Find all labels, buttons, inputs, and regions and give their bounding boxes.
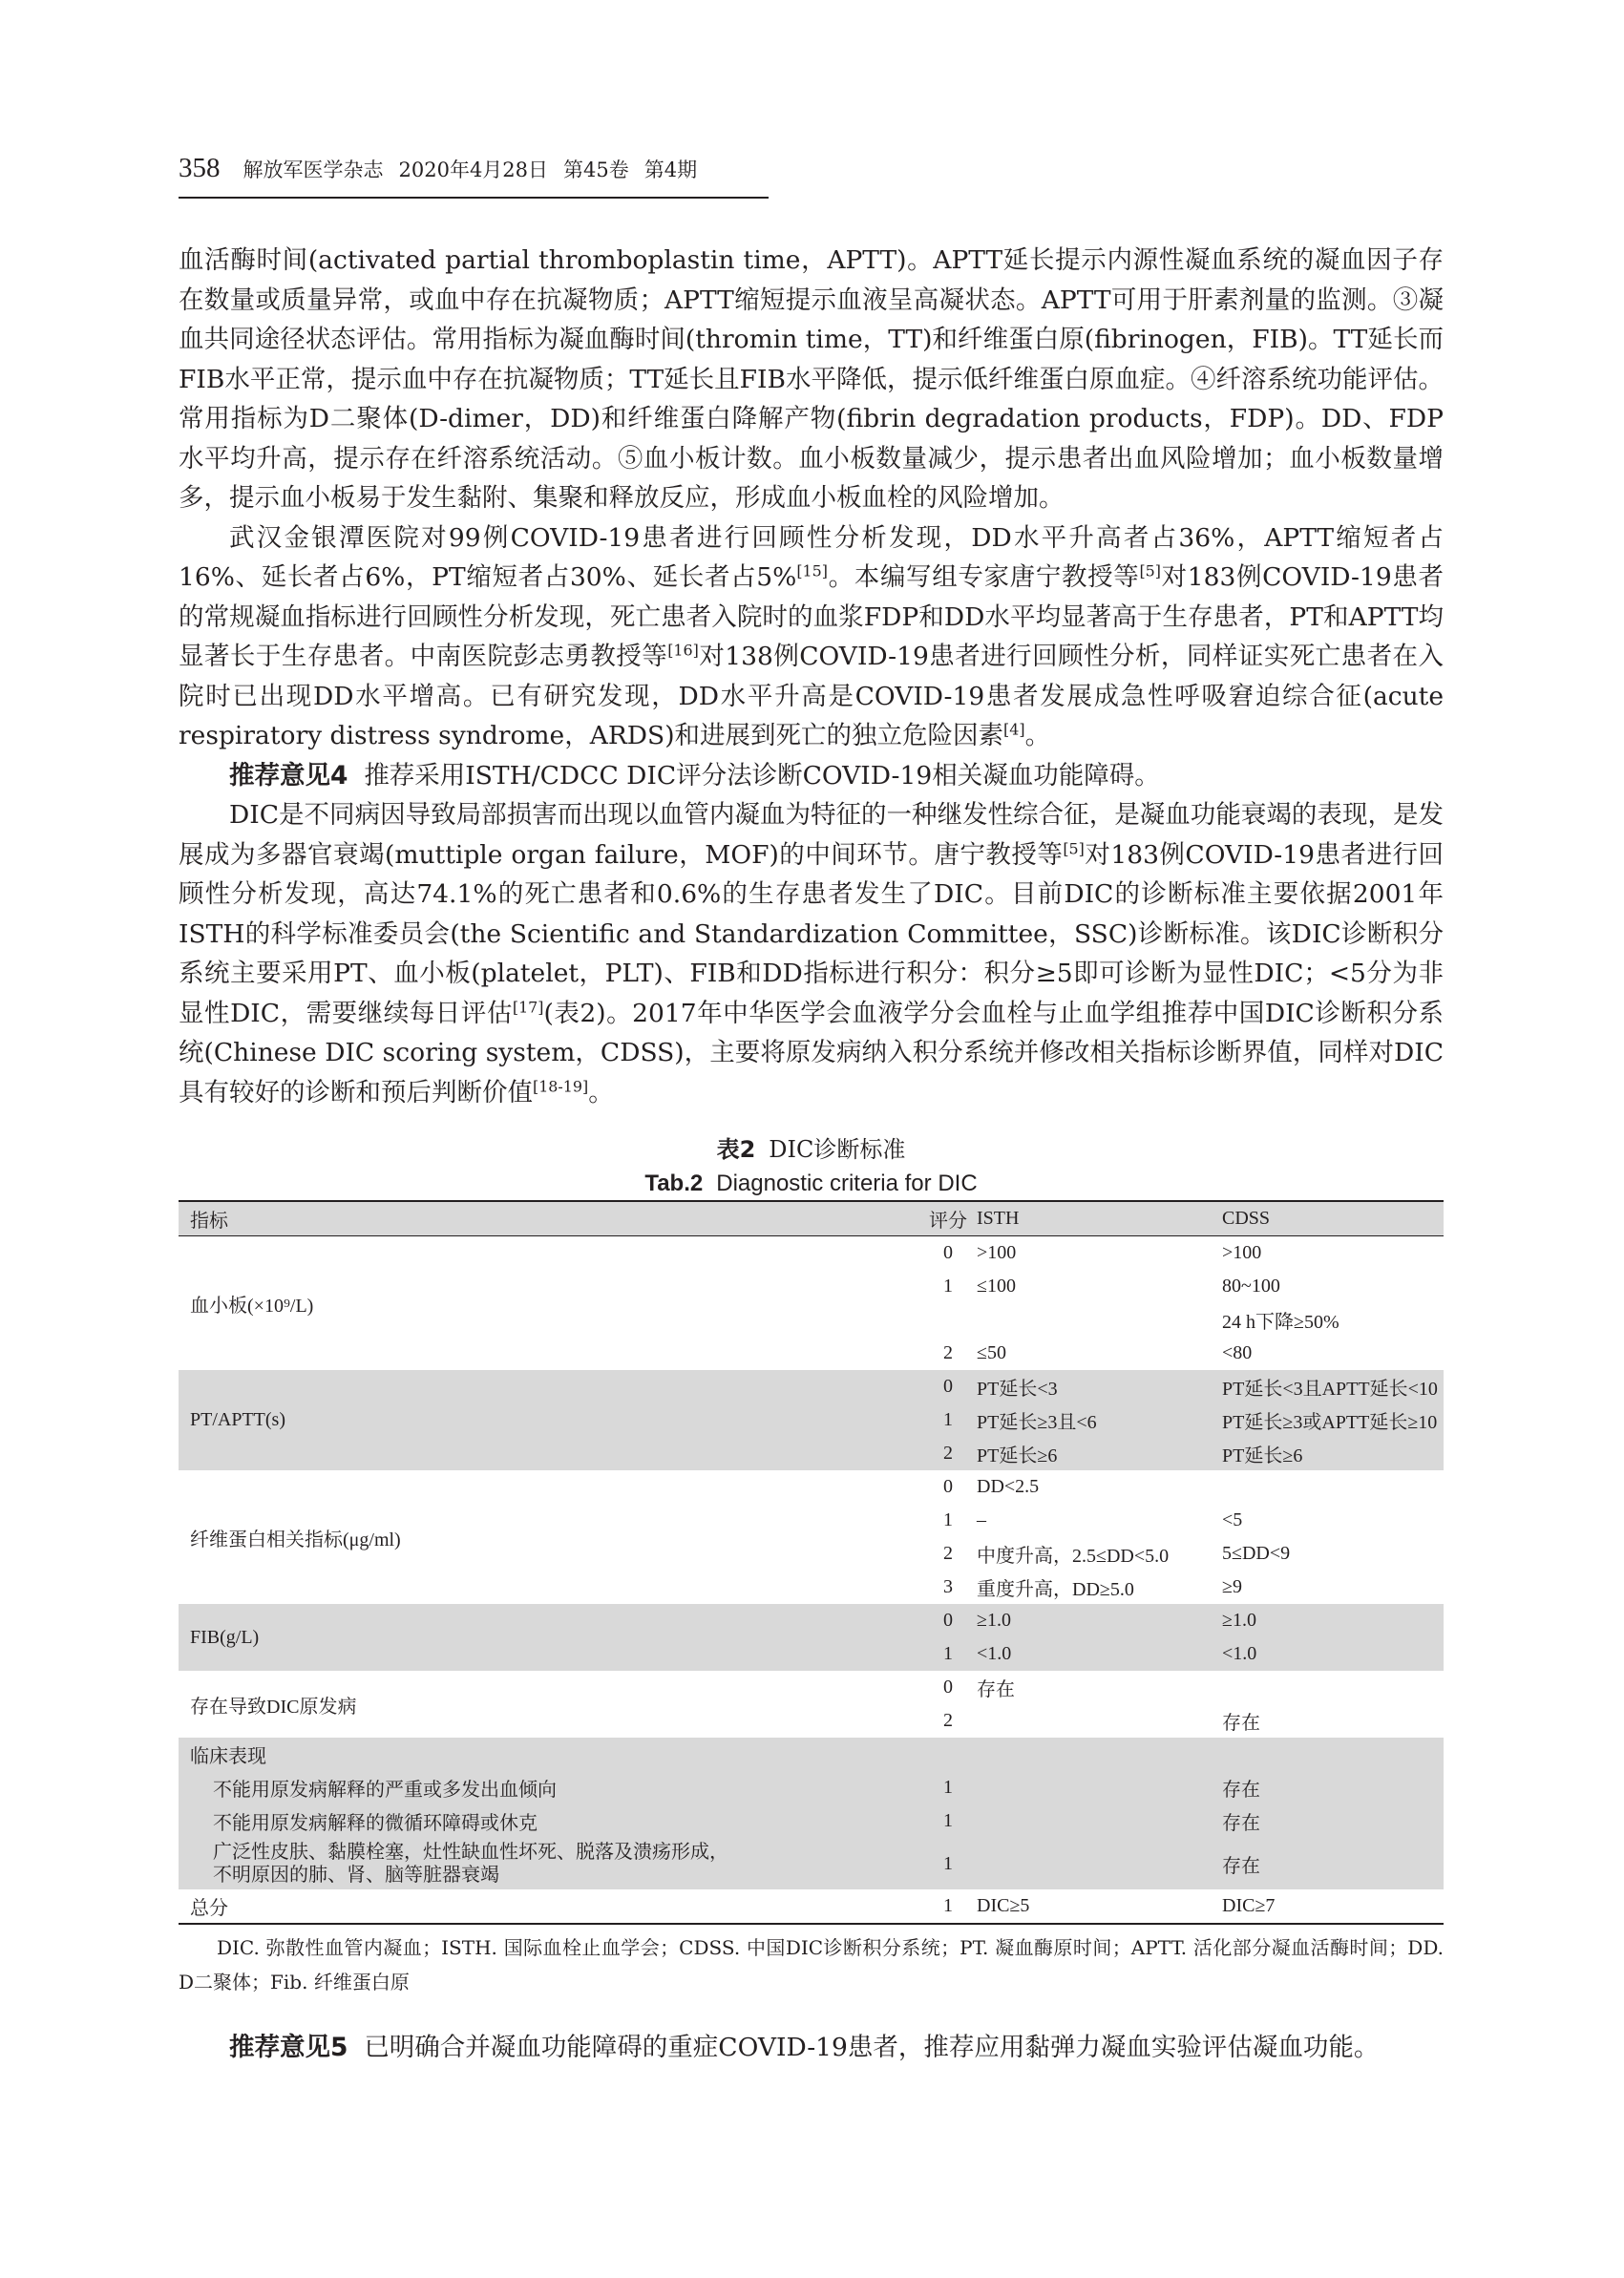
table-row: 1 ≤100 80~100 <box>943 1276 1280 1297</box>
table-row: 1 <1.0 <1.0 <box>179 1637 1444 1671</box>
row-label-platelet: 血小板(×10⁹/L) <box>190 1295 314 1317</box>
dic-criteria-table <box>179 1200 1444 1925</box>
citation: [18-19] <box>533 1076 589 1095</box>
table-row: 纤维蛋白相关指标(μg/ml) 0 DD<2.5 <box>179 1470 1444 1504</box>
row-label-fibrin-related: 纤维蛋白相关指标(μg/ml) <box>190 1529 401 1550</box>
issue-date: 2020年4月28日 <box>398 158 549 181</box>
issue: 第4期 <box>643 158 698 181</box>
paragraph: 血活酶时间(activated partial thromboplastin time，APTT)。APTT延长提示内源性凝血系统的凝血因子存在数量或质量异常，或血中存在抗凝物质；APTT缩短提示血液呈高凝状态。APTT可用于肝素剂量的监测。③凝血共同途径状态评估。常用指标为凝血酶时间(thromin time，TT)和纤维蛋白原(fibrinogen，FIB)。TT延长而FIB水平正常，提示血中存在抗凝物质；TT延长且FIB水平降低，提示低纤维蛋白原血症。④纤溶系统功能评估。常用指标为D二聚体(D-dimer，DD)和纤维蛋白降解产物(fibrin degradation products，FDP)。DD、FDP水平均升高，提示存在纤溶系统活动。⑤血小板计数。血小板数量减少，提示患者出血风险增加；血小板数量增多，提示血小板易于发生黏附、集聚和释放反应，形成血小板血栓的风险增加。 <box>179 245 1444 513</box>
table-row: 2 存在 <box>943 1710 1260 1734</box>
row-label-pt-aptt: PT/APTT(s) <box>190 1409 285 1430</box>
recommendation-label: 推荐意见5 <box>229 2033 348 2062</box>
citation: [16] <box>667 641 699 660</box>
table-footnote: DIC. 弥散性血管内凝血；ISTH. 国际血栓止血学会；CDSS. 中国DIC诊断积分系统；PT. 凝血酶原时间；APTT. 活化部分凝血活酶时间；DD. D二聚体；Fib. 纤维蛋白原 <box>179 1936 1444 1993</box>
journal-name: 解放军医学杂志 <box>243 158 384 181</box>
table-row: 不能用原发病解释的严重或多发出血倾向 1 存在 <box>179 1771 1444 1804</box>
page-header <box>179 153 769 199</box>
table-row: 1 – <5 <box>943 1509 1243 1530</box>
page-number: 358 <box>179 153 221 183</box>
table-row: 24 h下降≥50% <box>1222 1312 1339 1333</box>
header-indicator: 指标 <box>179 1201 919 1236</box>
citation: [5] <box>1139 561 1161 580</box>
recommendation-5: 推荐意见5 已明确合并凝血功能障碍的重症COVID-19患者，推荐应用黏弹力凝血实验评估凝血功能。 <box>229 2033 1380 2062</box>
table-caption-cn: 表2 DIC诊断标准 <box>716 1136 906 1163</box>
header-score: 评分 <box>919 1201 977 1236</box>
citation: [17] <box>512 997 544 1016</box>
table-row: 1 PT延长≥3且<6 PT延长≥3或APTT延长≥10 <box>179 1403 1444 1437</box>
table-row: FIB(g/L) 0 ≥1.0 ≥1.0 <box>179 1604 1444 1637</box>
table-row: 不能用原发病解释的微循环障碍或休克 1 存在 <box>179 1804 1444 1838</box>
table-header-row <box>179 1201 1444 1236</box>
article-body <box>179 241 1444 2068</box>
row-label-primary-disease: 存在导致DIC原发病 <box>190 1696 357 1718</box>
table-row <box>179 1738 1444 1771</box>
paragraph: 武汉金银潭医院对99例COVID-19患者进行回顾性分析发现，DD水平升高者占36%，APTT缩短者占16%、延长者占6%，PT缩短者占30%、延长者占5%[15]。本编写组专家唐宁教授等[5]对183例COVID-19患者的常规凝血指标进行回顾性分析发现，死亡患者入院时的血浆FDP和DD水平均显著高于生存患者，PT和APTT均显著长于生存患者。中南医院彭志勇教授等[16]对138例COVID-19患者进行回顾性分析，同样证实死亡患者在入院时已出现DD水平增高。已有研究发现，DD水平升高是COVID-19患者发展成急性呼吸窘迫综合征(acute respiratory distress syndrome，ARDS)和进展到死亡的独立危险因素[4]。 <box>179 522 1445 750</box>
table-row: 3 重度升高，DD≥5.0 ≥9 <box>943 1576 1242 1600</box>
citation: [5] <box>1063 838 1085 857</box>
citation: [15] <box>796 561 828 580</box>
citation: [4] <box>1003 720 1025 739</box>
recommendation-4: 推荐意见4 推荐采用ISTH/CDCC DIC评分法诊断COVID-19相关凝血功能障碍。 <box>229 760 1160 791</box>
recommendation-label: 推荐意见4 <box>229 760 348 791</box>
paragraph: DIC是不同病因导致局部损害而出现以血管内凝血为特征的一种继发性综合征，是凝血功能衰竭的表现，是发展成为多器官衰竭(muttiple organ failure，MOF)的中间环节。唐宁教授等[5]对183例COVID-19患者进行回顾性分析发现，高达74.1%的死亡患者和0.6%的生存患者发生了DIC。目前DIC的诊断标准主要依据2001年ISTH的科学标准委员会(the Scientific and Standardization Committee，SSC)诊断标准。该DIC诊断积分系统主要采用PT、血小板(platelet，PLT)、FIB和DD指标进行积分：积分≥5即可诊断为显性DIC；<5分为非显性DIC，需要继续每日评估[17](表2)。2017年中华医学会血液学分会血栓与止血学组推荐中国DIC诊断积分系统(Chinese DIC scoring system，CDSS)，主要将原发病纳入积分系统并修改相关指标诊断界值，同样对DIC具有较好的诊断和预后判断价值[18-19]。 <box>179 800 1444 1107</box>
table-row: 2 PT延长≥6 PT延长≥6 <box>179 1437 1444 1470</box>
header-isth: ISTH <box>977 1201 1222 1236</box>
table-row: 血小板(×10⁹/L) 0 >100 >100 <box>179 1236 1444 1271</box>
table-caption-en: Tab.2 Diagnostic criteria for DIC <box>644 1171 978 1196</box>
table-row: 广泛性皮肤、黏膜栓塞，灶性缺血性坏死、脱落及溃疡形成， 不明原因的肺、肾、脑等脏器衰竭 1 存在 <box>179 1838 1444 1889</box>
volume: 第45卷 <box>563 158 629 181</box>
row-label-clinical: 临床表现 <box>190 1746 266 1767</box>
table-row: PT/APTT(s) 0 PT延长<3 PT延长<3且APTT延长<10 <box>179 1370 1444 1403</box>
table-row: 2 中度升高，2.5≤DD<5.0 5≤DD<9 <box>943 1543 1291 1567</box>
row-label-fib: FIB(g/L) <box>190 1626 260 1648</box>
table-row: 2 ≤50 <80 <box>943 1342 1253 1363</box>
header-cdss: CDSS <box>1222 1201 1444 1236</box>
table-row-total: 总分 1 DIC≥5 DIC≥7 <box>179 1889 1444 1924</box>
table-row: 存在导致DIC原发病 0 存在 <box>179 1671 1444 1704</box>
